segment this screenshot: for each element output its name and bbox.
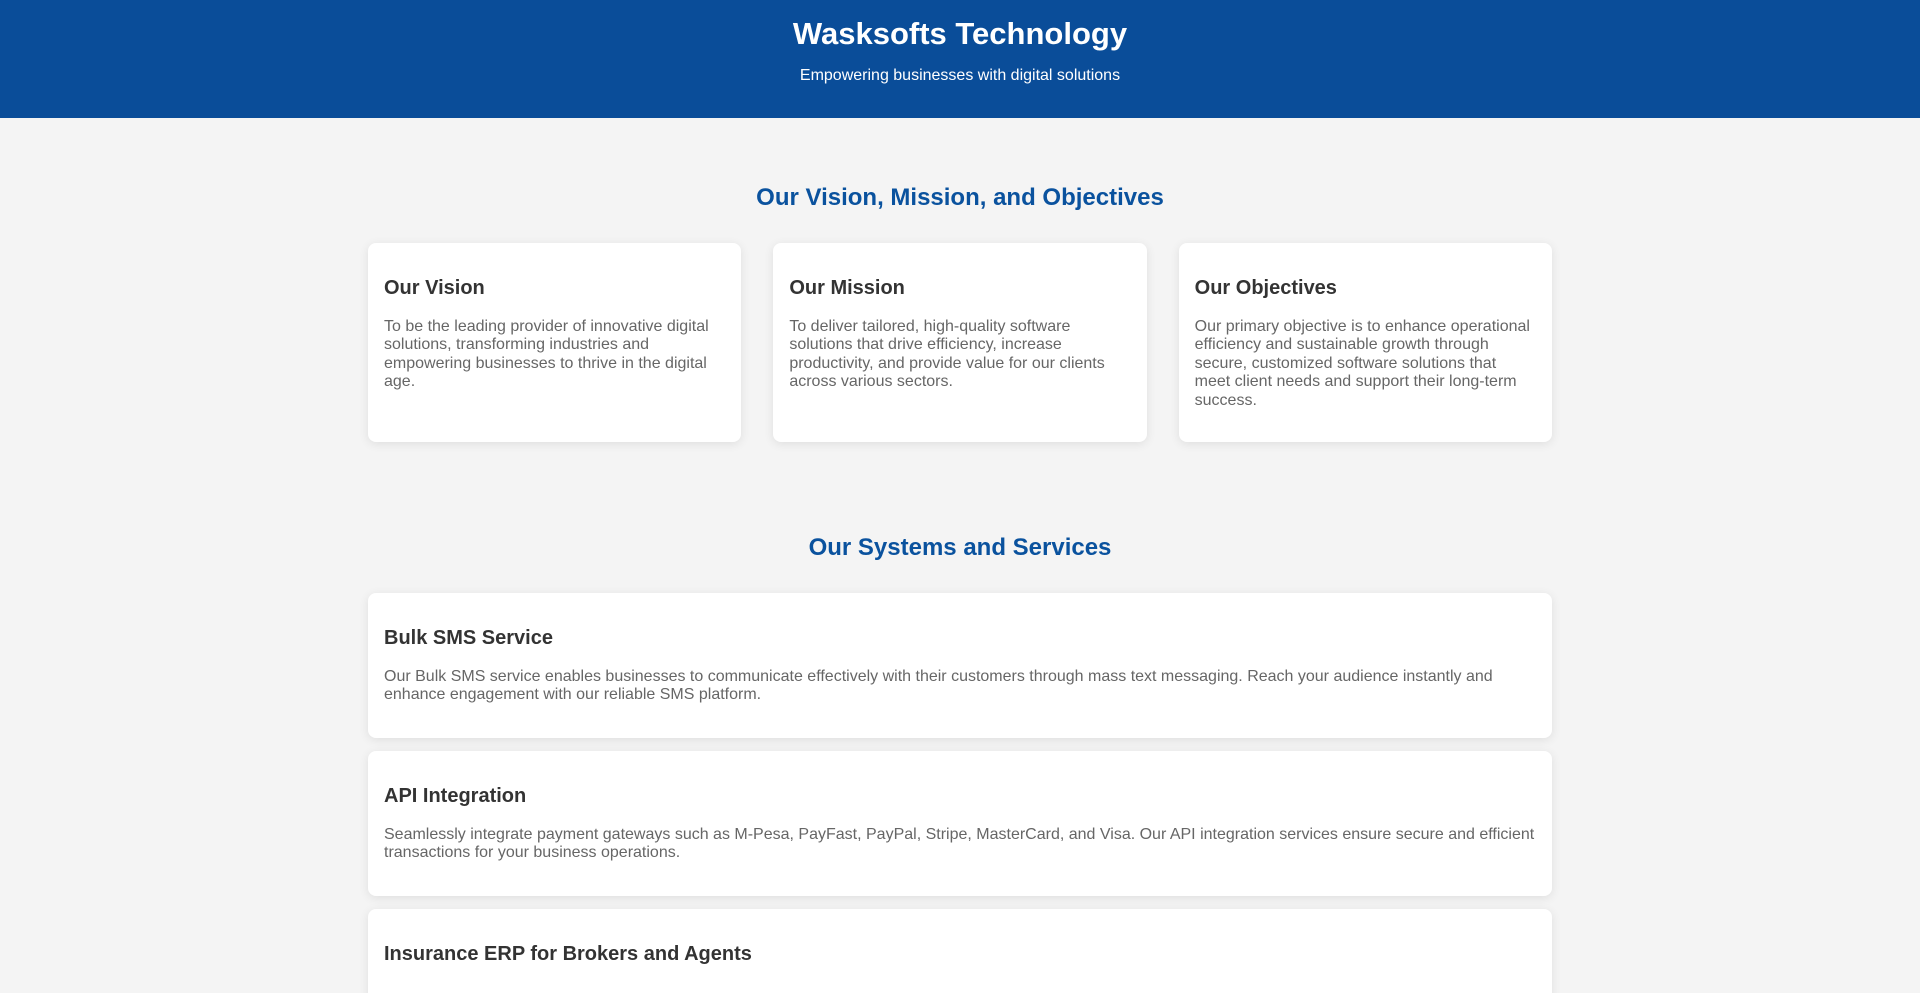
mission-card [773, 243, 1146, 442]
objectives-card [1179, 243, 1552, 442]
vision-mission-cards-row [368, 243, 1552, 442]
service-card-bulk-sms [368, 593, 1552, 738]
service-card-api-integration [368, 751, 1552, 896]
api-integration-card-text: Seamlessly integrate payment gateways such as M-Pesa, PayFast, PayPal, Stripe, MasterCard, and Visa. Our API integration services ensure secure and efficient transactions for your business operations. [384, 826, 1535, 862]
vision-card [368, 243, 741, 442]
vision-mission-section-title: Our Vision, Mission, and Objectives [756, 184, 1164, 211]
vision-card-title: Our Vision [384, 277, 485, 299]
site-title: Wasksofts Technology [792, 16, 1128, 51]
services-section-title: Our Systems and Services [808, 534, 1112, 562]
insurance-erp-card-title: Insurance ERP for Brokers and Agents [384, 943, 752, 966]
main-content [0, 184, 1920, 993]
vision-card-text: To be the leading provider of innovative digital solutions, transforming industries and empowering businesses to thrive in the digital age. [384, 318, 709, 391]
api-integration-card-title: API Integration [384, 785, 527, 808]
page-header [0, 0, 1920, 118]
services-cards-list [368, 593, 1552, 993]
mission-card-title: Our Mission [789, 277, 905, 299]
bulk-sms-card-text: Our Bulk SMS service enables businesses to communicate effectively with their customers through mass text messaging. Reach your audience instantly and enhance engagement with our reliable SMS platform. [384, 668, 1493, 704]
bulk-sms-card-title: Bulk SMS Service [384, 627, 553, 650]
objectives-card-text: Our primary objective is to enhance operational efficiency and sustainable growth through secure, customized software solutions that meet client needs and support their long-term success. [1194, 318, 1530, 409]
mission-card-text: To deliver tailored, high-quality software solutions that drive efficiency, increase productivity, and provide value for our clients across various sectors. [789, 318, 1105, 391]
service-card-insurance-erp [368, 909, 1552, 993]
section-vision-mission-objectives [0, 184, 1920, 442]
site-tagline: Empowering businesses with digital solutions [799, 67, 1121, 84]
objectives-card-title: Our Objectives [1194, 277, 1337, 299]
section-systems-services [0, 534, 1920, 993]
